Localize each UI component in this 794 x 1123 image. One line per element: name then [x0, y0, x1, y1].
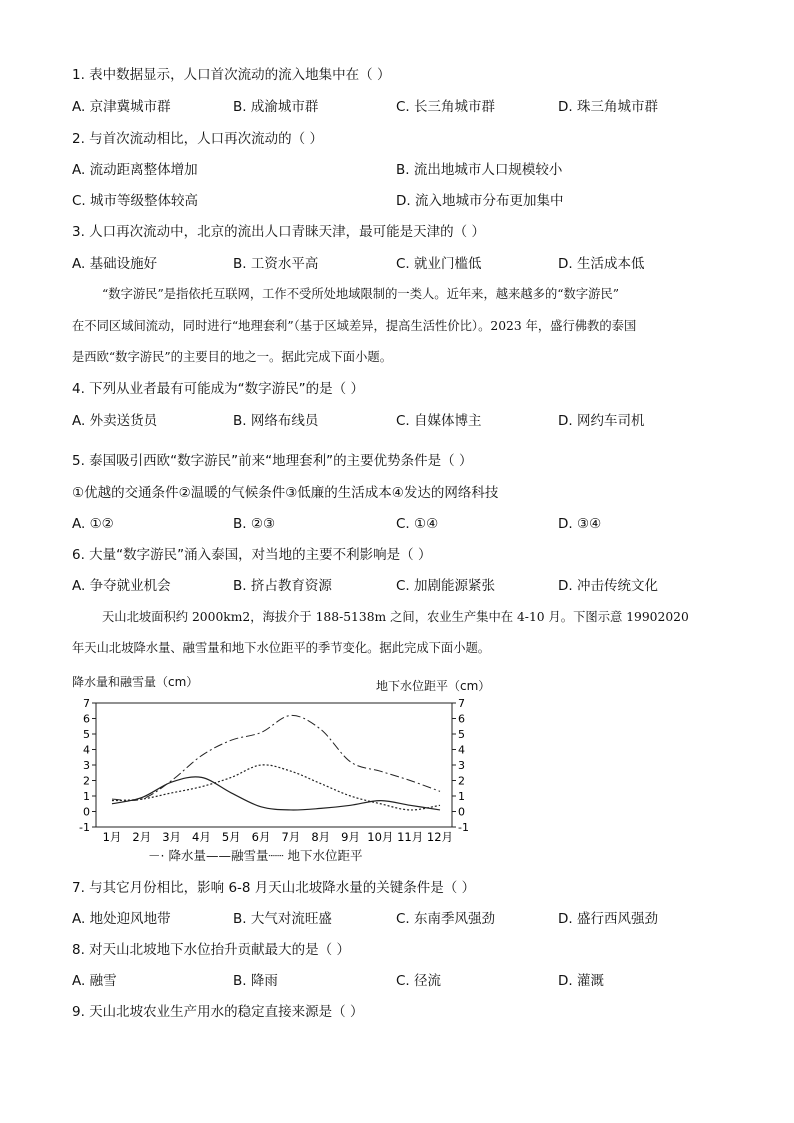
q3-option-c: C. 就业门槛低: [396, 256, 482, 272]
question-9-stem: 9. 天山北坡农业生产用水的稳定直接来源是（ ）: [72, 1004, 364, 1020]
left-tick-label: -1: [79, 821, 90, 834]
left-tick-label: 3: [83, 759, 90, 772]
question-4-stem: 4. 下列从业者最有可能成为“数字游民”的是（ ）: [72, 381, 364, 397]
right-tick-label: 1: [458, 790, 465, 803]
right-tick-label: 5: [458, 728, 465, 741]
q2-option-d: D. 流入地城市分布更加集中: [396, 193, 564, 209]
q5-option-a: A. ①②: [72, 516, 114, 532]
right-tick-label: 4: [458, 743, 465, 757]
q7-option-a: A. 地处迎风地带: [72, 911, 171, 927]
q4-option-d: D. 网约车司机: [558, 413, 645, 429]
question-7-stem: 7. 与其它月份相比，影响 6-8 月天山北坡降水量的关键条件是（ ）: [72, 880, 476, 896]
q3-option-b: B. 工资水平高: [233, 256, 319, 272]
passage-2-line-1: 天山北坡面积约 2000km2，海拔介于 188-5138m 之间，农业生产集中在 4-10 月。下图示意 19902020: [102, 610, 689, 624]
question-5-statements: ①优越的交通条件②温暖的气候条件③低廉的生活成本④发达的网络科技: [72, 485, 499, 501]
q2-option-c: C. 城市等级整体较高: [72, 193, 199, 209]
q8-option-d: D. 灌溉: [558, 973, 604, 989]
q4-option-a: A. 外卖送货员: [72, 413, 158, 429]
q6-option-b: B. 挤占教育资源: [233, 578, 332, 594]
q8-option-a: A. 融雪: [72, 973, 117, 989]
q8-option-b: B. 降雨: [233, 973, 278, 989]
question-2-stem: 2. 与首次流动相比，人口再次流动的（ ）: [72, 131, 323, 147]
q7-option-b: B. 大气对流旺盛: [233, 911, 332, 927]
q7-option-c: C. 东南季风强劲: [396, 911, 496, 927]
passage-1-line-2: 在不同区域间流动，同时进行“地理套利”（基于区域差异，提高生活性价比）。2023 年，盛行佛教的泰国: [72, 319, 637, 333]
q6-option-d: D. 冲击传统文化: [558, 578, 658, 594]
q4-option-c: C. 自媒体博主: [396, 413, 482, 429]
q6-option-a: A. 争夺就业机会: [72, 578, 171, 594]
left-tick-label: 5: [83, 728, 90, 741]
question-8-stem: 8. 对天山北坡地下水位抬升贡献最大的是（ ）: [72, 942, 350, 958]
series-line-2: [112, 765, 440, 810]
x-tick-label: 7月: [281, 830, 301, 844]
x-tick-label: 6月: [251, 830, 271, 844]
left-tick-label: 6: [83, 712, 90, 726]
x-tick-label: 3月: [162, 830, 182, 844]
right-tick-label: 7: [458, 697, 465, 710]
x-tick-label: 1月: [102, 830, 122, 844]
q5-option-c: C. ①④: [396, 516, 439, 532]
question-6-stem: 6. 大量“数字游民”涌入泰国，对当地的主要不利影响是（ ）: [72, 547, 432, 563]
left-tick-label: 0: [83, 805, 90, 819]
q5-option-b: B. ②③: [233, 516, 276, 532]
q7-option-d: D. 盛行西风强劲: [558, 911, 658, 927]
x-tick-label: 8月: [311, 830, 331, 844]
q8-option-c: C. 径流: [396, 973, 442, 989]
plot-frame: [96, 703, 452, 827]
question-3-stem: 3. 人口再次流动中，北京的流出人口青睐天津，最可能是天津的（ ）: [72, 224, 485, 240]
question-5-stem: 5. 泰国吸引西欧“数字游民”前来“地理套利”的主要优势条件是（ ）: [72, 453, 473, 469]
q1-option-a: A. 京津冀城市群: [72, 99, 171, 115]
chart-legend: －· 降水量——融雪量┈┈ 地下水位距平: [148, 848, 363, 863]
x-tick-label: 2月: [132, 830, 152, 844]
x-tick-label: 5月: [221, 830, 241, 844]
q4-option-b: B. 网络布线员: [233, 413, 319, 429]
q2-option-a: A. 流动距离整体增加: [72, 162, 198, 178]
question-1-stem: 1. 表中数据显示，人口首次流动的流入地集中在（ ）: [72, 67, 391, 83]
q1-option-c: C. 长三角城市群: [396, 99, 496, 115]
right-tick-label: -1: [458, 821, 469, 834]
left-tick-label: 1: [83, 790, 90, 803]
x-tick-label: 11月: [397, 830, 424, 844]
q6-option-c: C. 加剧能源紧张: [396, 578, 496, 594]
x-tick-label: 12月: [426, 830, 454, 844]
left-tick-label: 4: [83, 743, 90, 757]
chart-right-axis-label: 地下水位距平（cm）: [376, 679, 491, 693]
x-tick-label: 10月: [367, 830, 394, 844]
series-line-1: [112, 777, 440, 810]
passage-2-line-2: 年天山北坡降水量、融雪量和地下水位距平的季节变化。据此完成下面小题。: [72, 641, 491, 655]
q5-option-d: D. ③④: [558, 516, 602, 532]
right-tick-label: 2: [458, 774, 465, 788]
x-tick-label: 4月: [192, 830, 211, 844]
passage-1-line-1: “数字游民”是指依托互联网，工作不受所处地域限制的一类人。近年来，越来越多的“数字游民”: [102, 287, 620, 301]
right-tick-label: 0: [458, 805, 465, 819]
x-tick-label: 9月: [341, 830, 360, 844]
left-tick-label: 2: [83, 774, 90, 788]
right-tick-label: 3: [458, 759, 465, 772]
passage-1-line-3: 是西欧“数字游民”的主要目的地之一。据此完成下面小题。: [72, 350, 392, 364]
q3-option-d: D. 生活成本低: [558, 256, 645, 272]
chart-left-axis-label: 降水量和融雪量（cm）: [72, 675, 199, 689]
q2-option-b: B. 流出地城市人口规模较小: [396, 162, 563, 178]
q3-option-a: A. 基础设施好: [72, 256, 158, 272]
q1-option-b: B. 成渝城市群: [233, 99, 319, 115]
left-tick-label: 7: [83, 697, 90, 710]
series-line-0: [112, 715, 440, 800]
q1-option-d: D. 珠三角城市群: [558, 99, 658, 115]
right-tick-label: 6: [458, 712, 465, 726]
